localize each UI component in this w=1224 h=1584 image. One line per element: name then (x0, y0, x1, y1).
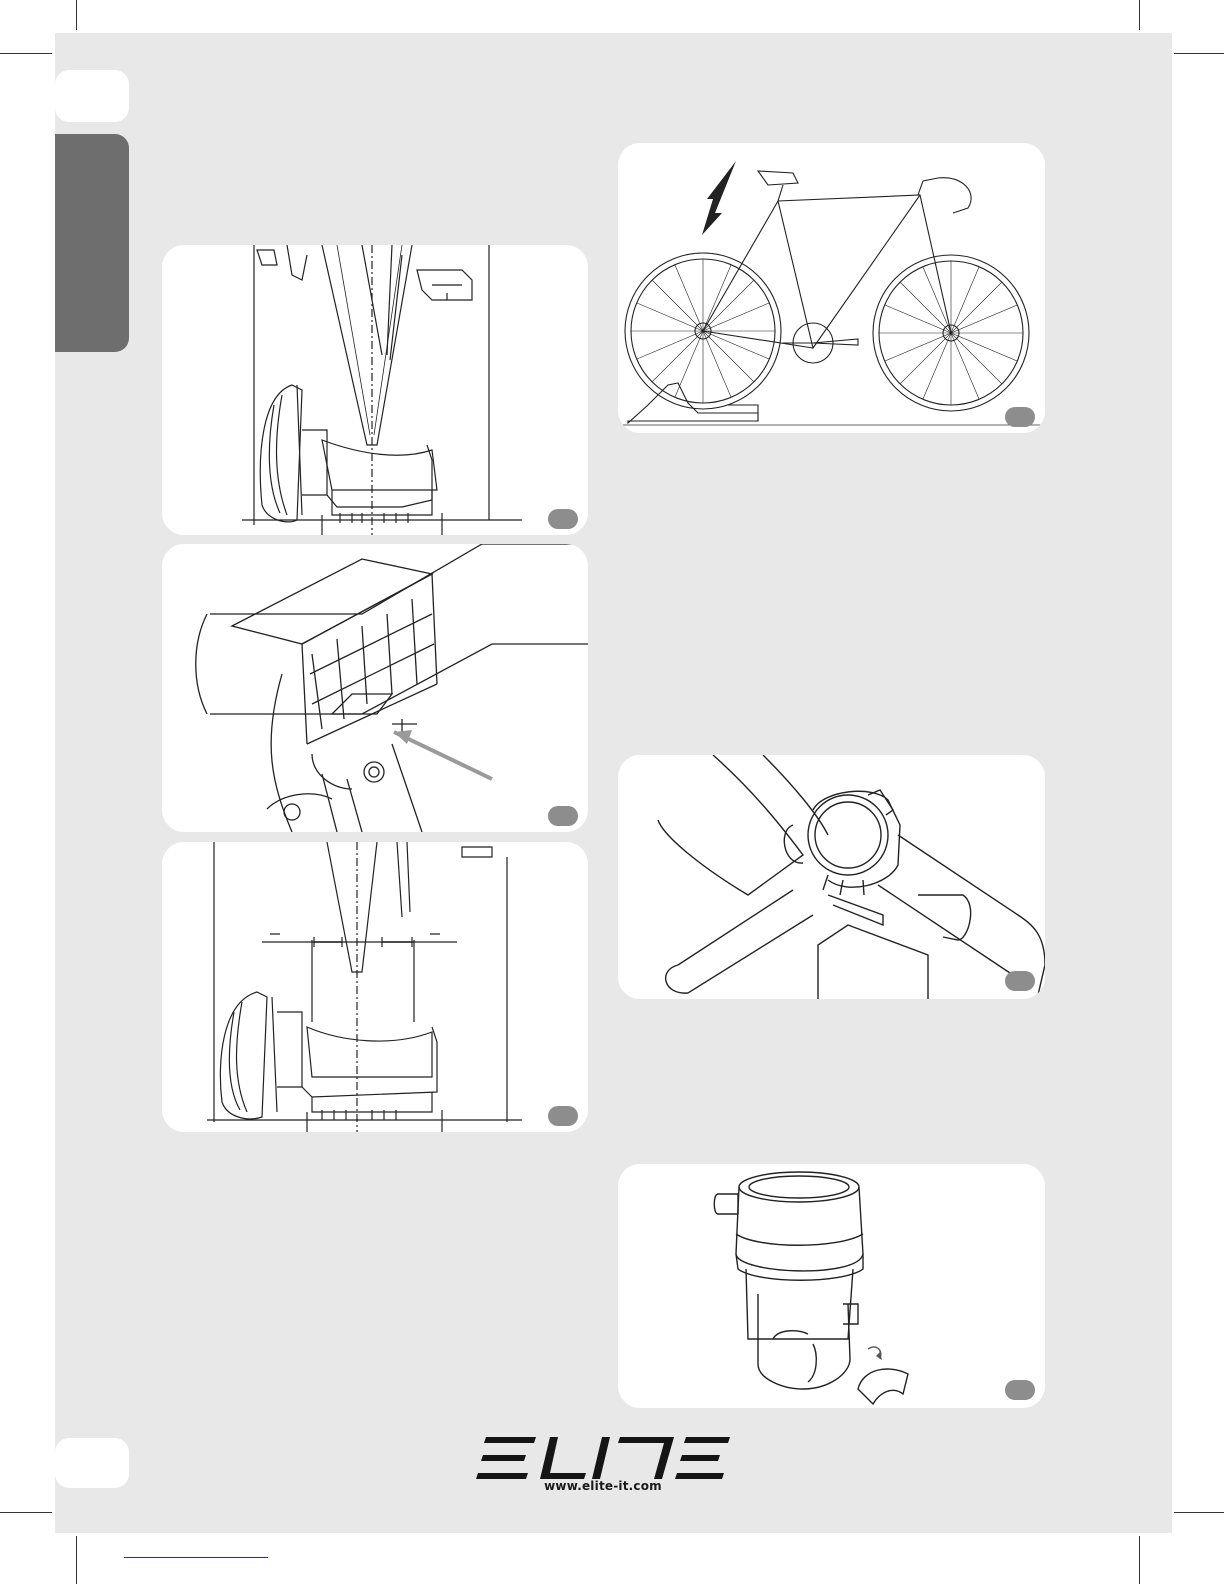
figure-trainer-rear-view (162, 245, 588, 535)
figure-badge (548, 806, 578, 826)
language-tab-top (55, 70, 129, 122)
figure-badge (548, 1106, 578, 1126)
figure-wheel-centering (162, 842, 588, 1132)
figure-badge (1005, 407, 1035, 427)
crop-mark (1139, 0, 1140, 30)
arrow-icon (702, 161, 736, 235)
website-url[interactable]: www.elite-it.com (544, 1479, 662, 1493)
crop-mark (1174, 1512, 1224, 1513)
crop-mark (76, 0, 77, 30)
footer-link-underline (124, 1557, 268, 1558)
figure-bike-on-trainer (618, 143, 1045, 433)
figure-badge (1005, 1380, 1035, 1400)
section-tab (55, 134, 129, 352)
crop-mark (76, 1536, 77, 1584)
figure-clamp-detail (162, 544, 588, 832)
figure-handlebar-mount (618, 755, 1045, 999)
crop-mark (0, 53, 52, 54)
figure-badge (1005, 971, 1035, 991)
figure-badge (548, 509, 578, 529)
crop-mark (1139, 1536, 1140, 1584)
page-number-tab (55, 1438, 129, 1488)
crop-mark (0, 1512, 52, 1513)
crop-mark (1174, 53, 1224, 54)
figure-sensor-clamp (618, 1164, 1045, 1408)
